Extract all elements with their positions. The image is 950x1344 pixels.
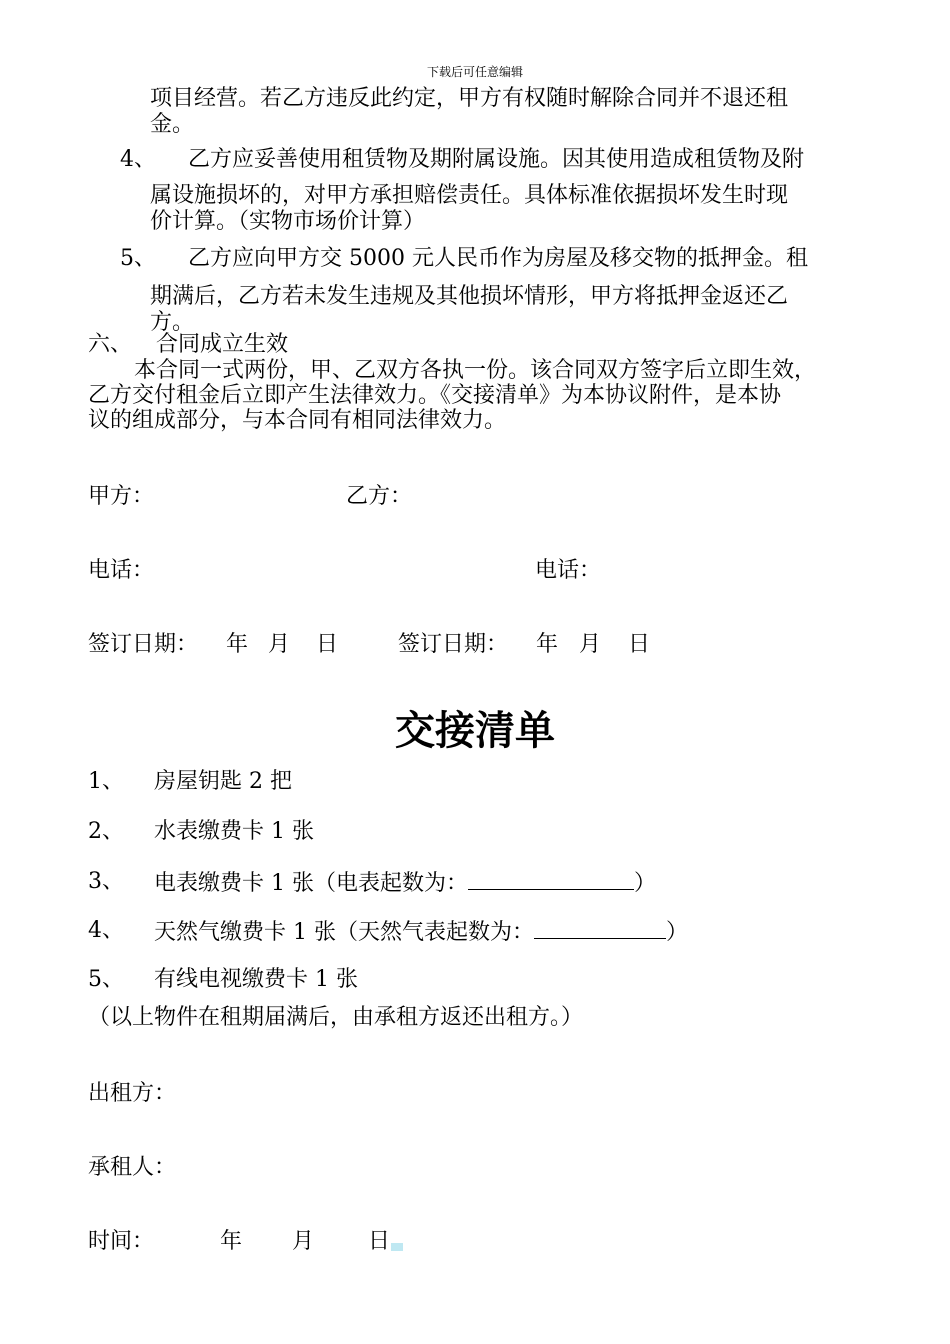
party-a-label: 甲方： bbox=[88, 484, 155, 509]
month-label: 月 bbox=[292, 1229, 315, 1254]
item-text: 乙方应妥善使用租赁物及期附属设施。因其使用造成租赁物及附 bbox=[188, 147, 805, 172]
contract-line: 金。 bbox=[150, 112, 195, 137]
lessee-label: 承租人： bbox=[88, 1155, 177, 1180]
lessor-label: 出租方： bbox=[88, 1081, 177, 1106]
handover-item-number: 3、 bbox=[88, 869, 124, 894]
item-text: 期满后，乙方若未发生违规及其他损坏情形，甲方将抵押金返还乙 bbox=[150, 284, 789, 309]
item-text: 属设施损坏的，对甲方承担赔偿责任。具体标准依据损坏发生时现 bbox=[150, 183, 789, 208]
handover-item-line bbox=[154, 918, 688, 945]
item-number: 5、 bbox=[120, 246, 156, 271]
closing-paren: ） bbox=[633, 871, 656, 896]
handover-item-text: 水表缴费卡 1 张 bbox=[154, 819, 314, 844]
handover-item-text: 有线电视缴费卡 1 张 bbox=[154, 967, 358, 992]
handover-note: （以上物件在租期届满后，由承租方返还出租方。） bbox=[88, 1005, 584, 1030]
year-label: 年 bbox=[226, 632, 249, 657]
handover-item-text: 天然气缴费卡 1 张（天然气表起数为： bbox=[154, 920, 534, 945]
day-label: 日 bbox=[628, 632, 651, 657]
handover-title: 交接清单 bbox=[395, 708, 555, 754]
gas-reading-blank[interactable] bbox=[534, 918, 666, 939]
section-heading: 合同成立生效 bbox=[156, 332, 289, 357]
item-number: 4、 bbox=[120, 147, 156, 172]
handover-item-number: 5、 bbox=[88, 967, 124, 992]
section-text: 乙方交付租金后立即产生法律效力。《交接清单》为本协议附件，是本协 bbox=[88, 383, 782, 408]
year-label: 年 bbox=[220, 1229, 243, 1254]
handover-item-number: 4、 bbox=[88, 918, 124, 943]
contract-line: 项目经营。若乙方违反此约定，甲方有权随时解除合同并不退还租 bbox=[150, 86, 789, 111]
section-text: 议的组成部分，与本合同有相同法律效力。 bbox=[88, 408, 507, 433]
section-text: 本合同一式两份，甲、乙双方各执一份。该合同双方签字后立即生效， bbox=[134, 358, 817, 383]
sign-date-b-label: 签订日期： bbox=[398, 632, 509, 657]
page-header-note: 下载后可任意编辑 bbox=[426, 65, 523, 79]
phone-b-label: 电话： bbox=[535, 558, 602, 583]
item-text: 价计算。（实物市场价计算） bbox=[150, 209, 426, 234]
handover-item-number: 1、 bbox=[88, 769, 124, 794]
item-text: 方。 bbox=[150, 310, 195, 335]
handover-item-text: 房屋钥匙 2 把 bbox=[154, 769, 292, 794]
day-label: 日 bbox=[368, 1229, 391, 1254]
handover-item-number: 2、 bbox=[88, 819, 124, 844]
item-text: 乙方应向甲方交 5000 元人民币作为房屋及移交物的抵押金。租 bbox=[188, 246, 808, 271]
day-label: 日 bbox=[316, 632, 339, 657]
month-label: 月 bbox=[268, 632, 291, 657]
year-label: 年 bbox=[536, 632, 559, 657]
section-number: 六、 bbox=[88, 332, 133, 357]
sign-date-a-label: 签订日期： bbox=[88, 632, 199, 657]
handover-item-text: 电表缴费卡 1 张（电表起数为： bbox=[154, 871, 468, 896]
time-label: 时间： bbox=[88, 1229, 155, 1254]
month-label: 月 bbox=[579, 632, 602, 657]
handover-item-line bbox=[154, 869, 656, 896]
phone-a-label: 电话： bbox=[88, 558, 155, 583]
party-b-label: 乙方： bbox=[346, 484, 413, 509]
text-cursor-highlight bbox=[391, 1243, 403, 1251]
closing-paren: ） bbox=[666, 920, 689, 945]
meter-reading-blank[interactable] bbox=[468, 869, 634, 890]
